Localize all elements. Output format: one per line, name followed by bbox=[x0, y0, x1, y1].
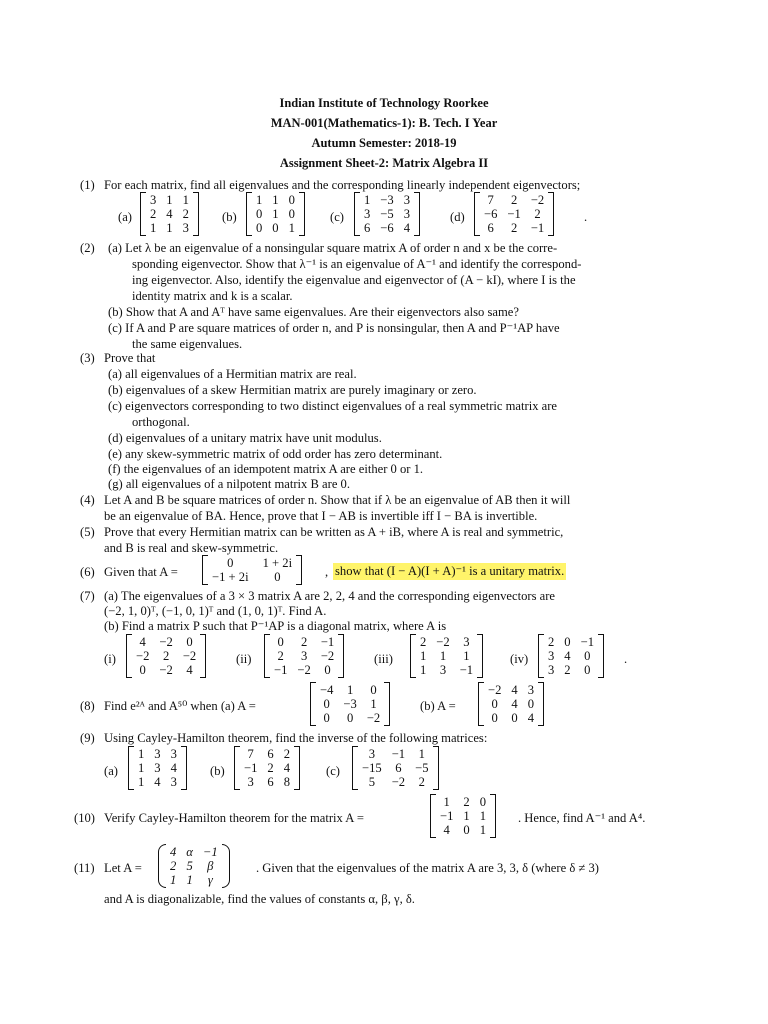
q1-label-d: (d) bbox=[450, 210, 465, 224]
q10-matrix bbox=[430, 794, 496, 838]
matrix-entry: 3 bbox=[300, 649, 308, 663]
q3-item-b: (b) eigenvalues of a skew Hermitian matrix are purely imaginary or zero. bbox=[108, 383, 477, 397]
matrix-entry: 0 bbox=[346, 711, 354, 725]
matrix-entry: 1 bbox=[420, 649, 427, 663]
q2-number: (2) bbox=[80, 241, 95, 255]
matrix-entry: 4 bbox=[170, 845, 177, 859]
q7-matrix-iii bbox=[410, 634, 483, 678]
q10-post: . Hence, find A⁻¹ and A⁴. bbox=[518, 811, 646, 825]
q9-label-b: (b) bbox=[210, 764, 225, 778]
q7-label-i: (i) bbox=[104, 652, 116, 666]
matrix-entry: 2 bbox=[300, 635, 308, 649]
matrix-entry: 4 bbox=[527, 711, 534, 725]
matrix-entry: −2 bbox=[320, 649, 335, 663]
institute-title: Indian Institute of Technology Roorkee bbox=[279, 96, 489, 110]
matrix-entry: 3 bbox=[403, 207, 410, 221]
matrix-entry: 4 bbox=[511, 697, 518, 711]
matrix-entry: β bbox=[207, 859, 214, 873]
matrix-entry: 2 bbox=[510, 193, 518, 207]
matrix-entry: 6 bbox=[267, 747, 274, 761]
q2-a-line3: ing eigenvector. Also, identify the eigenvalue and eigenvector of (A − kI), where I is the bbox=[132, 273, 576, 287]
matrix-entry: 1 bbox=[170, 873, 177, 887]
matrix-entry: −4 bbox=[320, 683, 334, 697]
q3-intro: Prove that bbox=[104, 351, 156, 365]
q6-matrix bbox=[202, 555, 302, 585]
q11-pre: Let A = bbox=[104, 861, 142, 875]
q8-matrix-a bbox=[310, 682, 390, 726]
q7-label-ii: (ii) bbox=[236, 652, 252, 666]
matrix-entry: 2 bbox=[170, 859, 177, 873]
matrix-entry: 0 bbox=[139, 663, 146, 677]
matrix-entry: 0 bbox=[491, 711, 498, 725]
matrix-entry: 1 bbox=[288, 221, 295, 235]
matrix-entry: 5 bbox=[368, 775, 375, 789]
q3-number: (3) bbox=[80, 351, 95, 365]
matrix-entry: −2 bbox=[530, 193, 545, 207]
q1-text: For each matrix, find all eigenvalues and the corresponding linearly independent eigenvectors; bbox=[104, 178, 581, 192]
q7-number: (7) bbox=[80, 589, 95, 603]
matrix-entry: −2 bbox=[391, 775, 406, 789]
matrix-entry: 3 bbox=[154, 761, 161, 775]
matrix-entry: 2 bbox=[564, 663, 571, 677]
matrix-entry: 3 bbox=[170, 775, 177, 789]
matrix-entry: 1 bbox=[346, 683, 354, 697]
matrix-entry: −1 bbox=[391, 747, 406, 761]
matrix-entry: 8 bbox=[283, 775, 290, 789]
matrix-entry: 4 bbox=[170, 761, 177, 775]
q1-matrix-a bbox=[140, 192, 199, 236]
q7-matrix-i bbox=[126, 634, 206, 678]
matrix-entry: −2 bbox=[366, 711, 381, 725]
matrix-entry: −5 bbox=[415, 761, 429, 775]
matrix-entry: 0 bbox=[288, 193, 295, 207]
matrix-entry: 0 bbox=[511, 711, 518, 725]
matrix-entry: 0 bbox=[323, 697, 330, 711]
q4-line2: be an eigenvalue of BA. Hence, prove that I − AB is invertible iff I − BA is invertible. bbox=[104, 509, 538, 523]
matrix-entry: 0 bbox=[288, 207, 295, 221]
matrix-entry: −2 bbox=[159, 663, 173, 677]
q10-number: (10) bbox=[74, 811, 95, 825]
matrix-entry: 1 bbox=[150, 221, 157, 235]
q1-label-b: (b) bbox=[222, 210, 237, 224]
q11-post: . Given that the eigenvalues of the matrix A are 3, 3, δ (where δ ≠ 3) bbox=[256, 861, 599, 875]
matrix-entry: −5 bbox=[380, 207, 394, 221]
matrix-entry: −15 bbox=[362, 761, 382, 775]
q7-a-line1: (a) The eigenvalues of a 3 × 3 matrix A are 2, 2, 4 and the corresponding eigenvectors are bbox=[104, 589, 555, 603]
q1-label-c: (c) bbox=[330, 210, 344, 224]
q7-label-iii: (iii) bbox=[374, 652, 393, 666]
matrix-entry: −1 bbox=[274, 663, 288, 677]
matrix-entry: 1 bbox=[420, 663, 427, 677]
matrix-entry: 6 bbox=[487, 221, 494, 235]
matrix-entry: −6 bbox=[380, 221, 394, 235]
q1-matrix-b bbox=[246, 192, 305, 236]
matrix-entry: 4 bbox=[154, 775, 161, 789]
matrix-entry: 3 bbox=[247, 775, 254, 789]
matrix-entry: 0 bbox=[227, 556, 234, 570]
q9-label-c: (c) bbox=[326, 764, 340, 778]
q1-label-a: (a) bbox=[118, 210, 132, 224]
q1-matrix-c bbox=[354, 192, 420, 236]
matrix-entry: −6 bbox=[484, 207, 498, 221]
matrix-entry: 2 bbox=[277, 649, 284, 663]
q7-end: . bbox=[624, 652, 628, 666]
matrix-entry: 0 bbox=[564, 635, 571, 649]
q5-number: (5) bbox=[80, 525, 95, 539]
matrix-entry: 3 bbox=[182, 221, 189, 235]
q8-mid: (b) A = bbox=[420, 699, 456, 713]
matrix-entry: γ bbox=[207, 873, 213, 887]
matrix-entry: 4 bbox=[511, 683, 518, 697]
q3-item-d: (d) eigenvalues of a unitary matrix have unit modulus. bbox=[108, 431, 382, 445]
q9-number: (9) bbox=[80, 731, 95, 745]
q6-number: (6) bbox=[80, 565, 95, 579]
q8-pre: Find e²ᴬ and A⁵⁰ when (a) A = bbox=[104, 699, 256, 713]
matrix-entry: 1 bbox=[138, 775, 145, 789]
matrix-entry: 3 bbox=[368, 747, 375, 761]
matrix-entry: 4 bbox=[166, 207, 173, 221]
semester-title: Autumn Semester: 2018-19 bbox=[311, 136, 457, 150]
matrix-entry: 1 bbox=[166, 221, 173, 235]
matrix-entry: 3 bbox=[527, 683, 534, 697]
q2-a-line1: (a) Let λ be an eigenvalue of a nonsingular square matrix A of order n and x be the corre- bbox=[108, 241, 558, 255]
matrix-entry: 0 bbox=[272, 221, 279, 235]
q7-matrix-ii bbox=[264, 634, 344, 678]
q2-b: (b) Show that A and Aᵀ have same eigenvalues. Are their eigenvectors also same? bbox=[108, 305, 519, 319]
q5-line1: Prove that every Hermitian matrix can be written as A + iB, where A is real and symmetric, bbox=[104, 525, 564, 539]
matrix-entry: 1 bbox=[418, 747, 425, 761]
matrix-entry: 2 bbox=[283, 747, 290, 761]
q3-item-f: (f) the eigenvalues of an idempotent matrix A are either 0 or 1. bbox=[108, 462, 424, 476]
q3-item-e: (e) any skew-symmetric matrix of odd order has zero determinant. bbox=[108, 447, 443, 461]
q3-item-a: (a) all eigenvalues of a Hermitian matrix are real. bbox=[108, 367, 357, 381]
matrix-entry: −1 bbox=[202, 845, 218, 859]
q3-item-c: (c) eigenvectors corresponding to two distinct eigenvalues of a real symmetric matrix are bbox=[108, 399, 558, 413]
q1-matrix-d bbox=[474, 192, 554, 236]
matrix-entry: −2 bbox=[488, 683, 502, 697]
q7-a-line2: (−2, 1, 0)ᵀ, (−1, 0, 1)ᵀ and (1, 0, 1)ᵀ. Find A. bbox=[104, 604, 327, 618]
matrix-entry: 1 bbox=[364, 193, 371, 207]
matrix-entry: −2 bbox=[136, 649, 150, 663]
matrix-entry: 4 bbox=[186, 663, 193, 677]
matrix-entry: 2 bbox=[463, 795, 470, 809]
matrix-entry: 4 bbox=[564, 649, 571, 663]
matrix-entry: 6 bbox=[364, 221, 371, 235]
matrix-entry: 1 bbox=[443, 795, 450, 809]
q9-matrix-a bbox=[128, 746, 187, 790]
matrix-entry: 2 bbox=[182, 207, 189, 221]
matrix-entry: 2 bbox=[420, 635, 427, 649]
matrix-entry: 0 bbox=[186, 635, 193, 649]
matrix-entry: −1 + 2i bbox=[212, 570, 249, 584]
q7-b: (b) Find a matrix P such that P⁻¹AP is a diagonal matrix, where A is bbox=[104, 619, 447, 633]
matrix-entry: 3 bbox=[170, 747, 177, 761]
q10-pre: Verify Cayley-Hamilton theorem for the matrix A = bbox=[104, 811, 364, 825]
matrix-entry: 0 bbox=[274, 570, 281, 584]
q2-c-line2: the same eigenvalues. bbox=[132, 337, 243, 351]
matrix-entry: 4 bbox=[403, 221, 410, 235]
matrix-entry: −2 bbox=[297, 663, 311, 677]
q1-end: . bbox=[584, 210, 588, 224]
matrix-entry: 2 bbox=[150, 207, 157, 221]
matrix-entry: 3 bbox=[548, 649, 555, 663]
matrix-entry: 7 bbox=[487, 193, 494, 207]
matrix-entry: 2 bbox=[510, 221, 518, 235]
matrix-entry: 1 bbox=[479, 823, 486, 837]
matrix-entry: 3 bbox=[403, 193, 410, 207]
matrix-entry: 0 bbox=[527, 697, 534, 711]
matrix-entry: −1 bbox=[507, 207, 521, 221]
matrix-entry: 3 bbox=[150, 193, 157, 207]
matrix-entry: α bbox=[186, 845, 193, 859]
matrix-entry: 0 bbox=[479, 795, 486, 809]
matrix-entry: 3 bbox=[364, 207, 371, 221]
matrix-entry: 2 bbox=[418, 775, 425, 789]
matrix-entry: 0 bbox=[324, 663, 331, 677]
matrix-entry: 2 bbox=[548, 635, 555, 649]
q9-matrix-c bbox=[352, 746, 439, 790]
matrix-entry: 0 bbox=[256, 221, 263, 235]
matrix-entry: 1 bbox=[370, 697, 377, 711]
matrix-entry: 1 bbox=[272, 193, 279, 207]
matrix-entry: 1 bbox=[186, 873, 193, 887]
matrix-entry: −1 bbox=[459, 663, 474, 677]
matrix-entry: 1 bbox=[463, 649, 470, 663]
matrix-entry: 0 bbox=[370, 683, 377, 697]
matrix-entry: 1 bbox=[463, 809, 470, 823]
matrix-entry: 2 bbox=[162, 649, 170, 663]
q6-highlighted-text: show that (I − A)(I + A)⁻¹ is a unitary matrix. bbox=[335, 564, 565, 578]
matrix-entry: 2 bbox=[534, 207, 541, 221]
matrix-entry: 1 bbox=[439, 649, 447, 663]
matrix-entry: 6 bbox=[267, 775, 274, 789]
q2-a-line2: sponding eigenvector. Show that λ⁻¹ is an eigenvalue of A⁻¹ and identify the correspond- bbox=[132, 257, 582, 271]
matrix-entry: 4 bbox=[139, 635, 146, 649]
q11-matrix bbox=[158, 844, 230, 888]
matrix-entry: 7 bbox=[247, 747, 254, 761]
q7-matrix-iv bbox=[538, 634, 604, 678]
matrix-entry: −2 bbox=[436, 635, 450, 649]
matrix-entry: 0 bbox=[256, 207, 263, 221]
sheet-title: Assignment Sheet-2: Matrix Algebra II bbox=[279, 156, 489, 170]
matrix-entry: 3 bbox=[548, 663, 555, 677]
q4-number: (4) bbox=[80, 493, 95, 507]
matrix-entry: 0 bbox=[463, 823, 470, 837]
q2-a-line4: identity matrix and k is a scalar. bbox=[132, 289, 293, 303]
q3-item-c-cont: orthogonal. bbox=[132, 415, 190, 429]
q8-matrix-b bbox=[478, 682, 544, 726]
matrix-entry: −1 bbox=[440, 809, 454, 823]
q9-label-a: (a) bbox=[104, 764, 118, 778]
q8-number: (8) bbox=[80, 699, 95, 713]
matrix-entry: −1 bbox=[580, 635, 594, 649]
matrix-entry: −2 bbox=[182, 649, 197, 663]
matrix-entry: 3 bbox=[439, 663, 447, 677]
q4-line1: Let A and B be square matrices of order n. Show that if λ be an eigenvalue of AB then it will bbox=[104, 493, 571, 507]
matrix-entry: 1 bbox=[479, 809, 486, 823]
matrix-entry: 1 bbox=[138, 761, 145, 775]
q5-line2: and B is real and skew-symmetric. bbox=[104, 541, 279, 555]
q1-number: (1) bbox=[80, 178, 95, 192]
matrix-entry: 2 bbox=[267, 761, 274, 775]
matrix-entry: 1 bbox=[256, 193, 263, 207]
q6-comma: , bbox=[325, 565, 329, 579]
matrix-entry: 5 bbox=[186, 859, 193, 873]
q9-text: Using Cayley-Hamilton theorem, find the inverse of the following matrices: bbox=[104, 731, 488, 745]
matrix-entry: 6 bbox=[395, 761, 402, 775]
matrix-entry: 1 bbox=[272, 207, 279, 221]
matrix-entry: 1 bbox=[166, 193, 173, 207]
q11-number: (11) bbox=[74, 861, 95, 875]
q11-line2: and A is diagonalizable, find the values of constants α, β, γ, δ. bbox=[104, 892, 415, 906]
q9-matrix-b bbox=[234, 746, 300, 790]
matrix-entry: −3 bbox=[380, 193, 394, 207]
q2-c-line1: (c) If A and P are square matrices of order n, and P is nonsingular, then A and P⁻¹AP have bbox=[108, 321, 560, 335]
q3-item-g: (g) all eigenvalues of a nilpotent matrix B are 0. bbox=[108, 477, 350, 491]
matrix-entry: 1 bbox=[182, 193, 189, 207]
matrix-entry: 0 bbox=[584, 649, 591, 663]
matrix-entry: 0 bbox=[323, 711, 330, 725]
matrix-entry: −1 bbox=[244, 761, 258, 775]
matrix-entry: 1 bbox=[138, 747, 145, 761]
matrix-entry: 4 bbox=[283, 761, 290, 775]
q6-pre: Given that A = bbox=[104, 565, 178, 579]
matrix-entry: 4 bbox=[443, 823, 450, 837]
matrix-entry: −3 bbox=[343, 697, 357, 711]
matrix-entry: −1 bbox=[320, 635, 335, 649]
matrix-entry: −2 bbox=[159, 635, 173, 649]
matrix-entry: 1 + 2i bbox=[262, 556, 293, 570]
matrix-entry: 0 bbox=[584, 663, 591, 677]
q7-label-iv: (iv) bbox=[510, 652, 529, 666]
matrix-entry: 0 bbox=[277, 635, 284, 649]
matrix-entry: 0 bbox=[491, 697, 498, 711]
course-title: MAN-001(Mathematics-1): B. Tech. I Year bbox=[270, 116, 498, 130]
matrix-entry: 3 bbox=[463, 635, 470, 649]
matrix-entry: −1 bbox=[530, 221, 545, 235]
matrix-entry: 3 bbox=[154, 747, 161, 761]
